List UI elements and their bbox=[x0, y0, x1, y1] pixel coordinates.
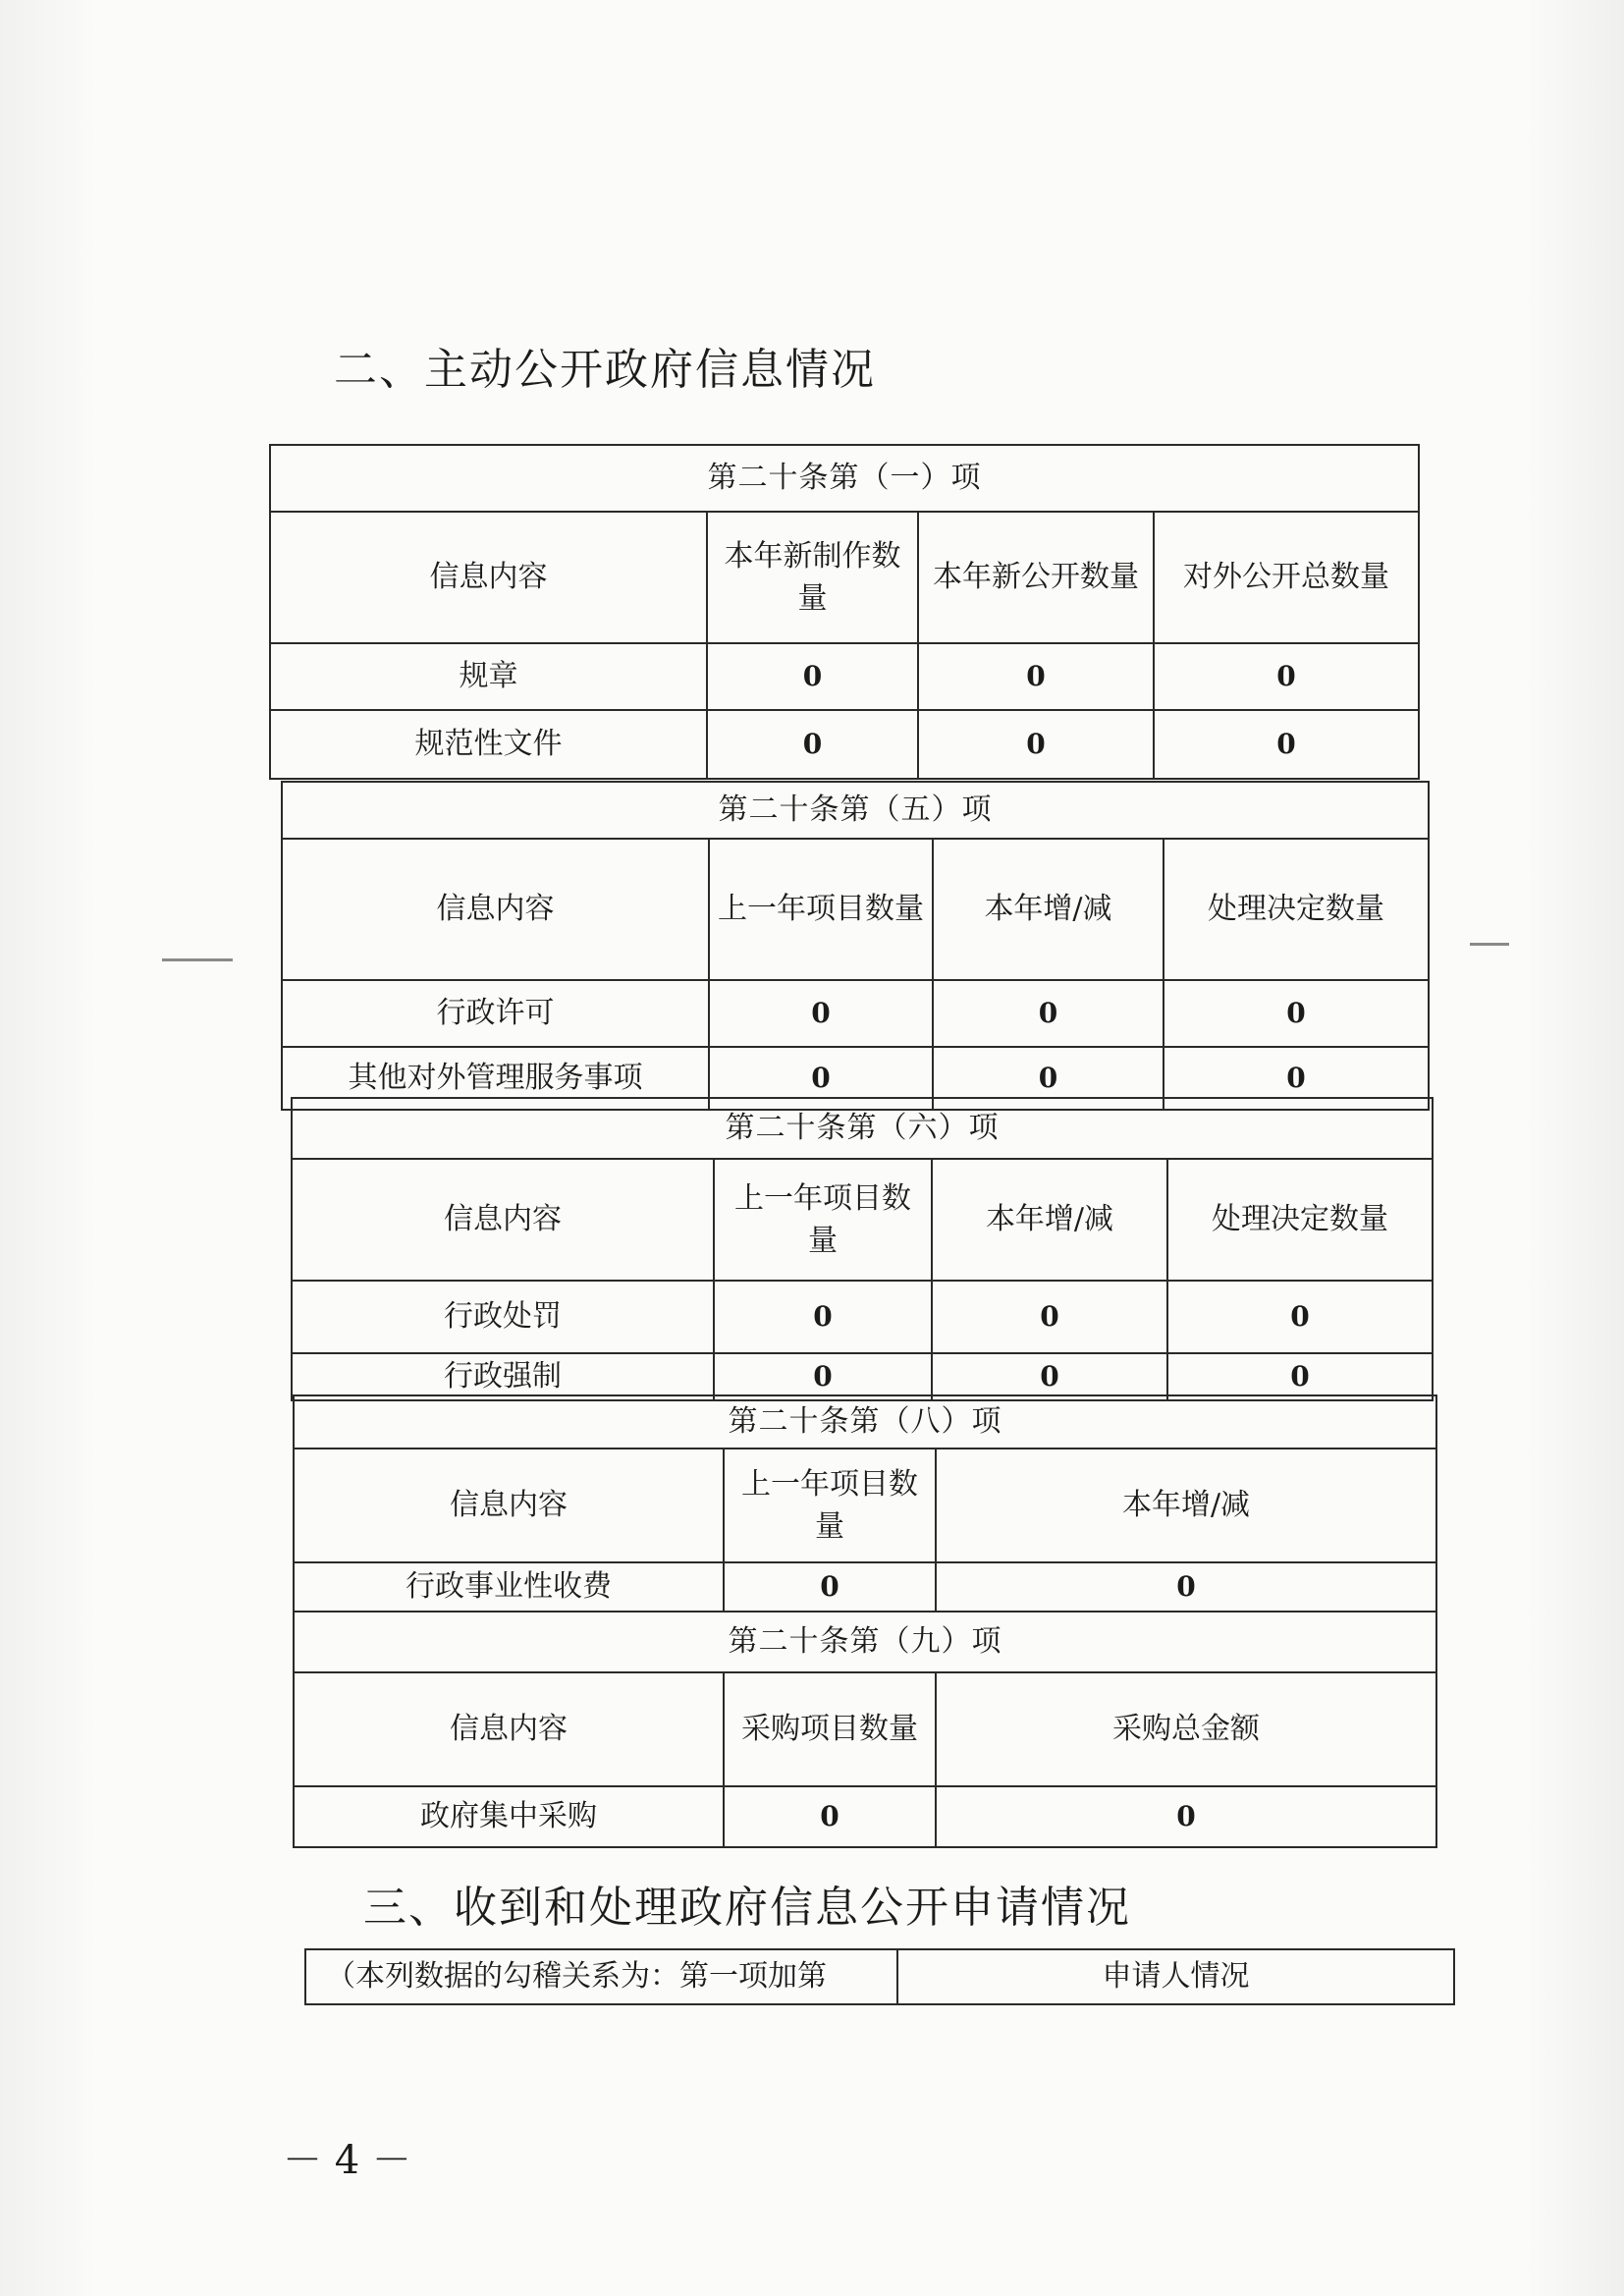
column-header: 对外公开总数量 bbox=[1154, 512, 1419, 643]
cell-value: 0 bbox=[932, 1353, 1167, 1400]
table-row bbox=[292, 1281, 1433, 1353]
column-header: 信息内容 bbox=[270, 512, 707, 643]
table-row bbox=[270, 710, 1419, 779]
cell-value: 0 bbox=[709, 980, 933, 1047]
table-article20-item8-9 bbox=[293, 1394, 1437, 1848]
cell-value: 0 bbox=[724, 1562, 936, 1612]
cell-value: 0 bbox=[936, 1786, 1436, 1847]
column-header: 本年增/减 bbox=[933, 839, 1164, 980]
cell-value: 0 bbox=[714, 1353, 932, 1400]
row-label: 行政强制 bbox=[292, 1353, 714, 1400]
table-article20-item5 bbox=[281, 781, 1430, 1111]
table-row bbox=[270, 643, 1419, 710]
binding-mark-right bbox=[1470, 943, 1509, 946]
cell-value: 0 bbox=[1154, 710, 1419, 779]
table-row bbox=[292, 1353, 1433, 1400]
cell-value: 0 bbox=[724, 1786, 936, 1847]
table-article20-item1 bbox=[269, 444, 1420, 780]
column-header: 上一年项目数量 bbox=[714, 1159, 932, 1281]
column-header: 上一年项目数量 bbox=[709, 839, 933, 980]
table-title: 第二十条第（九）项 bbox=[294, 1612, 1436, 1672]
binding-mark-left bbox=[162, 958, 233, 961]
column-header: 信息内容 bbox=[292, 1159, 714, 1281]
cell-value: 0 bbox=[707, 710, 918, 779]
column-header: 信息内容 bbox=[294, 1672, 724, 1786]
table-row bbox=[282, 980, 1429, 1047]
cell-value: 0 bbox=[1167, 1281, 1433, 1353]
relationship-note: （本列数据的勾稽关系为：第一项加第 bbox=[305, 1949, 897, 2004]
table-title: 第二十条第（八）项 bbox=[294, 1395, 1436, 1449]
table-row bbox=[294, 1786, 1436, 1847]
column-header: 信息内容 bbox=[282, 839, 709, 980]
cell-value: 0 bbox=[918, 643, 1154, 710]
section-heading-2: 二、主动公开政府信息情况 bbox=[334, 345, 876, 395]
column-header: 上一年项目数量 bbox=[724, 1449, 936, 1562]
column-header: 本年新公开数量 bbox=[918, 512, 1154, 643]
row-label: 行政事业性收费 bbox=[294, 1562, 724, 1612]
table-article20-item6 bbox=[291, 1097, 1434, 1401]
cell-value: 0 bbox=[933, 980, 1164, 1047]
column-header: 采购项目数量 bbox=[724, 1672, 936, 1786]
column-header: 信息内容 bbox=[294, 1449, 724, 1562]
table-row bbox=[294, 1562, 1436, 1612]
table-title: 第二十条第（一）项 bbox=[270, 445, 1419, 512]
cell-value: 0 bbox=[933, 1047, 1164, 1110]
row-label: 行政处罚 bbox=[292, 1281, 714, 1353]
column-header: 处理决定数量 bbox=[1164, 839, 1429, 980]
applicant-header: 申请人情况 bbox=[897, 1949, 1454, 2004]
column-header: 本年增/减 bbox=[936, 1449, 1436, 1562]
cell-value: 0 bbox=[918, 710, 1154, 779]
cell-value: 0 bbox=[1164, 980, 1429, 1047]
cell-value: 0 bbox=[714, 1281, 932, 1353]
page-number: － 4 － bbox=[283, 2138, 411, 2183]
column-header: 处理决定数量 bbox=[1167, 1159, 1433, 1281]
row-label: 规范性文件 bbox=[270, 710, 707, 779]
table-title: 第二十条第（五）项 bbox=[282, 782, 1429, 839]
table-applications bbox=[304, 1948, 1455, 2005]
table-title: 第二十条第（六）项 bbox=[292, 1098, 1433, 1159]
column-header: 本年新制作数量 bbox=[707, 512, 918, 643]
cell-value: 0 bbox=[707, 643, 918, 710]
row-label: 规章 bbox=[270, 643, 707, 710]
cell-value: 0 bbox=[936, 1562, 1436, 1612]
column-header: 采购总金额 bbox=[936, 1672, 1436, 1786]
row-label: 行政许可 bbox=[282, 980, 709, 1047]
row-label: 其他对外管理服务事项 bbox=[282, 1047, 709, 1110]
cell-value: 0 bbox=[1167, 1353, 1433, 1400]
row-label: 政府集中采购 bbox=[294, 1786, 724, 1847]
column-header: 本年增/减 bbox=[932, 1159, 1167, 1281]
section-heading-3: 三、收到和处理政府信息公开申请情况 bbox=[363, 1883, 1131, 1933]
cell-value: 0 bbox=[1164, 1047, 1429, 1110]
cell-value: 0 bbox=[932, 1281, 1167, 1353]
cell-value: 0 bbox=[1154, 643, 1419, 710]
cell-value: 0 bbox=[709, 1047, 933, 1110]
